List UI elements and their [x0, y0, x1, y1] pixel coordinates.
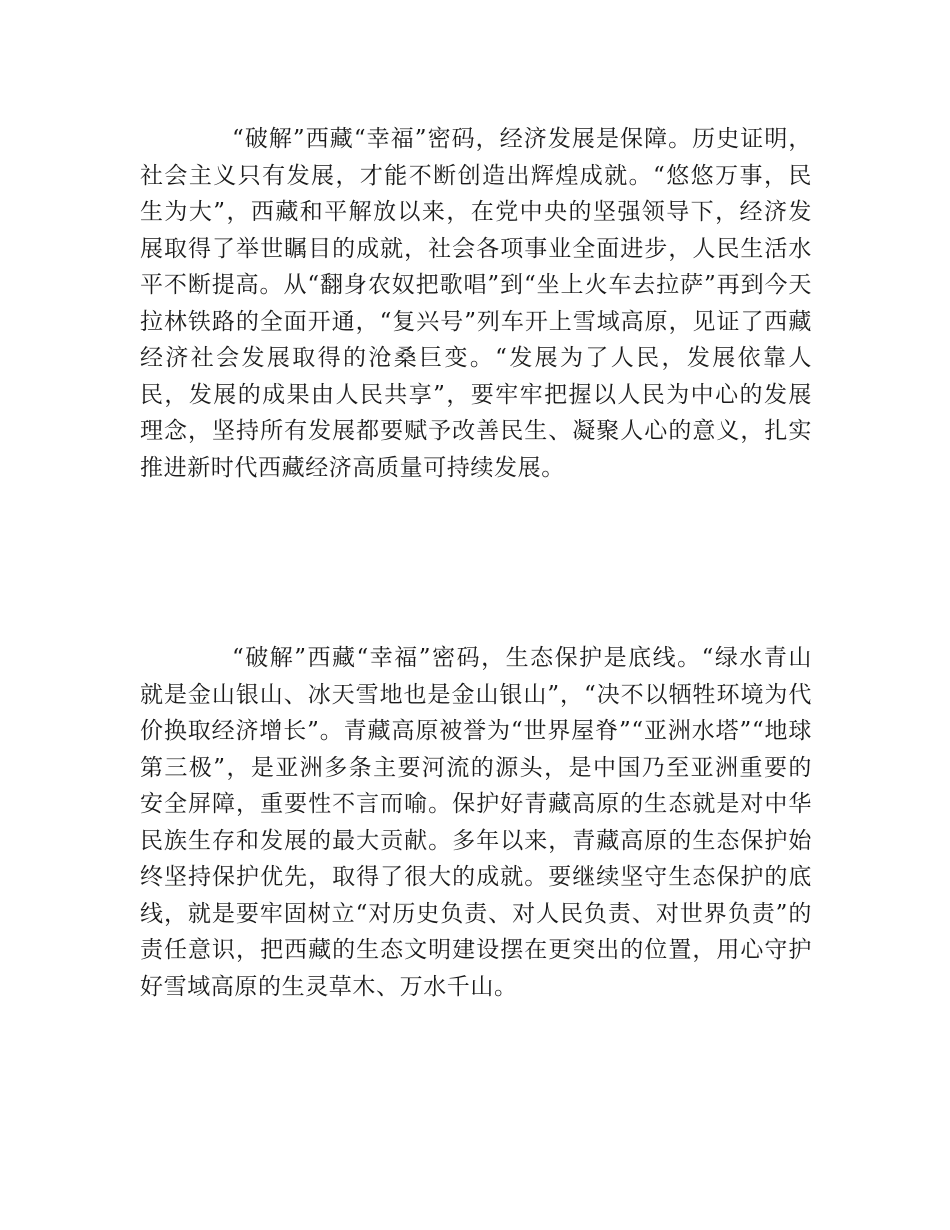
paragraph-economic-development — [140, 121, 812, 486]
paragraph-text: “破解”西藏“幸福”密码，经济发展是保障。历史证明，社会主义只有发展，才能不断创造出辉煌成就。“悠悠万事，民生为大”，西藏和平解放以来，在党中央的坚强领导下，经济发展取得了举世瞩目的成就，社会各项事业全面进步，人民生活水平不断提高。从“翻身农奴把歌唱”到“坐上火车去拉萨”再到今天拉林铁路的全面开通，“复兴号”列车开上雪域高原，见证了西藏经济社会发展取得的沧桑巨变。“发展为了人民，发展依靠人民，发展的成果由人民共享”，要牢牢把握以人民为中心的发展理念，坚持所有发展都要赋予改善民生、凝聚人心的意义，扎实推进新时代西藏经济高质量可持续发展。 — [140, 126, 812, 481]
paragraph-text: “破解”西藏“幸福”密码，生态保护是底线。“绿水青山就是金山银山、冰天雪地也是金山银山”，“决不以牺牲环境为代价换取经济增长”。青藏高原被誉为“世界屋脊”“亚洲水塔”“地球第三极”，是亚洲多条主要河流的源头，是中国乃至亚洲重要的安全屏障，重要性不言而喻。保护好青藏高原的生态就是对中华民族生存和发展的最大贡献。多年以来，青藏高原的生态保护始终坚持保护优先，取得了很大的成就。要继续坚守生态保护的底线，就是要牢固树立“对历史负责、对人民负责、对世界负责”的责任意识，把西藏的生态文明建设摆在更突出的位置，用心守护好雪域高原的生灵草木、万水千山。 — [140, 645, 812, 1000]
paragraph-ecological-protection — [140, 640, 812, 1005]
